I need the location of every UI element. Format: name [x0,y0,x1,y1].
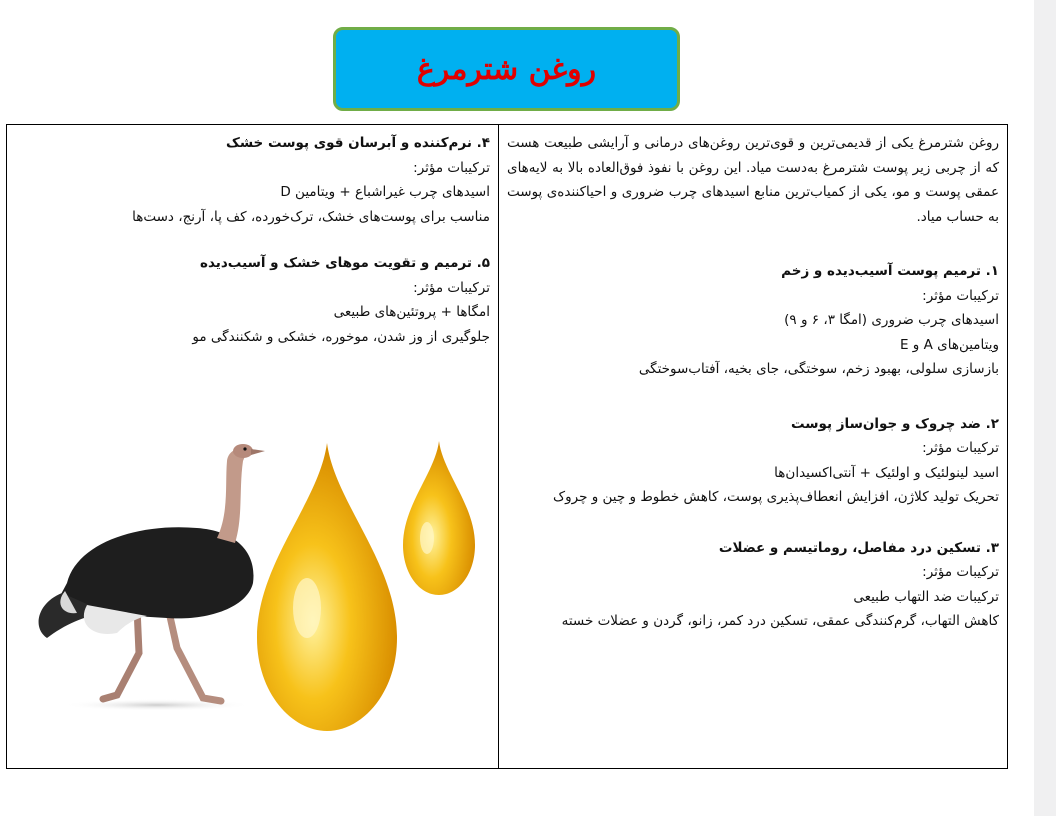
ingredient-line: اسید لینولئیک و اولئیک + آنتی‌اکسیدان‌ها [774,464,999,481]
section-heading: ۱. ترمیم پوست آسیب‌دیده و زخم [781,263,999,279]
usage-line: تحریک تولید کلاژن، افزایش انعطاف‌پذیری پوست، کاهش خطوط و چین و چروک [553,489,999,505]
section-1 [507,259,999,382]
ingredient-line: اسیدهای چرب غیراشباع + ویتامین D [280,184,490,200]
oil-drop-large [257,443,397,731]
section-4 [15,131,490,229]
intro-paragraph: روغن شترمرغ یکی از قدیمی‌ترین و قوی‌ترین روغن‌های درمانی و آرایشی طبیعت هست که از چربی زیر پوست شترمرغ به‌دست میاد. این روغن با نفوذ فوق‌العاده بالا به لایه‌های عمقی پوست و مو، یکی از کمیاب‌ترین منابع اسیدهای چرب ضروری و احیاکننده‌ی پوست به حساب میاد. [507,135,999,225]
usage-line: بازسازی سلولی، بهبود زخم، سوختگی، جای بخیه، آفتاب‌سوختگی [638,361,999,377]
page-title: روغن شترمرغ [416,51,597,87]
ostrich-oil-illustration [7,433,499,768]
section-2 [507,412,999,510]
title-banner [333,27,680,111]
page-edge-strip [1034,0,1056,816]
usage-line: مناسب برای پوست‌های خشک، ترک‌خورده، کف پا، آرنج، دست‌ها [132,208,490,225]
ingredient-line: اسیدهای چرب ضروری (امگا ۳، ۶ و ۹) [784,312,999,328]
section-5 [15,251,490,349]
section-heading: ۴. نرم‌کننده و آبرسان قوی پوست خشک [226,135,490,151]
right-column-text [507,131,999,634]
table-column-right [499,125,1007,768]
ingredient-line: ترکیبات ضد التهاب طبیعی [853,588,999,605]
ingredients-label: ترکیبات مؤثر: [922,440,999,456]
table-column-left [7,125,499,768]
section-heading: ۳. تسکین درد مفاصل، روماتیسم و عضلات [718,539,999,556]
ingredient-line: ویتامین‌های A و E [899,336,999,353]
ingredients-label: ترکیبات مؤثر: [413,159,490,176]
content-table [6,124,1008,769]
section-heading: ۵. ترمیم و تقویت موهای خشک و آسیب‌دیده [200,255,490,271]
ostrich-image [39,444,265,711]
oil-drop-small [403,441,475,595]
ingredients-label: ترکیبات مؤثر: [922,564,999,580]
ingredient-line: امگاها + پروتئین‌های طبیعی [333,304,490,320]
ingredients-label: ترکیبات مؤثر: [922,287,999,304]
ingredients-label: ترکیبات مؤثر: [413,279,490,296]
section-heading: ۲. ضد چروک و جوان‌ساز پوست [790,415,999,432]
usage-line: کاهش التهاب، گرم‌کنندگی عمقی، تسکین درد کمر، زانو، گردن و عضلات خسته [561,613,999,629]
left-column-text [15,131,490,349]
section-3 [507,536,999,634]
usage-line: جلوگیری از وز شدن، موخوره، خشکی و شکنندگی مو [192,328,490,345]
